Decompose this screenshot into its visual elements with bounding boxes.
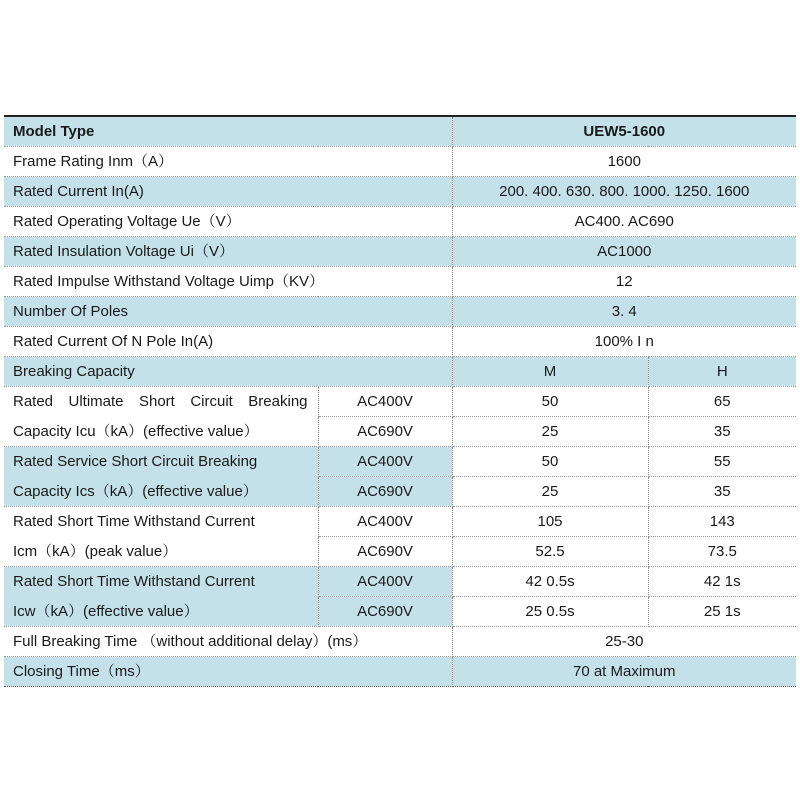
spec-row-number-of-poles: [4, 297, 796, 327]
voltage-cell: AC690V: [318, 477, 452, 507]
icu-word: Breaking: [248, 393, 308, 411]
spec-label: Rated Impulse Withstand Voltage Uimp（KV）: [4, 267, 452, 297]
icm-label-line1: Rated Short Time Withstand Current: [4, 507, 318, 537]
spec-label: Rated Operating Voltage Ue（V）: [4, 207, 452, 237]
voltage-cell: AC400V: [318, 387, 452, 417]
icm-row-ac690: [4, 537, 796, 567]
spec-value: AC1000: [452, 237, 796, 267]
h-value: 55: [648, 447, 796, 477]
spec-label: Full Breaking Time （without additional delay）(ms）: [4, 627, 452, 657]
spec-row-operating-voltage: [4, 207, 796, 237]
voltage-cell: AC690V: [318, 537, 452, 567]
h-value: 42 1s: [648, 567, 796, 597]
breaking-capacity-row: [4, 357, 796, 387]
model-type-value: UEW5-1600: [452, 116, 796, 147]
spec-label: Rated Current In(A): [4, 177, 452, 207]
spec-value: 25-30: [452, 627, 796, 657]
column-h-header: H: [648, 357, 796, 387]
spec-table: [4, 115, 796, 687]
icu-word: Rated: [13, 393, 54, 411]
h-value: 65: [648, 387, 796, 417]
ics-label-line2: Capacity Ics（kA）(effective value）: [4, 477, 318, 507]
h-value: 73.5: [648, 537, 796, 567]
column-m-header: M: [452, 357, 648, 387]
spec-row-insulation-voltage: [4, 237, 796, 267]
m-value: 52.5: [452, 537, 648, 567]
spec-value: 1600: [452, 147, 796, 177]
spec-value: 100% I n: [452, 327, 796, 357]
m-value: 105: [452, 507, 648, 537]
spec-value: 3. 4: [452, 297, 796, 327]
m-value: 25: [452, 417, 648, 447]
ics-row-ac690: [4, 477, 796, 507]
m-value: 25 0.5s: [452, 597, 648, 627]
spec-row-closing-time: [4, 657, 796, 687]
spec-label: Frame Rating Inm（A）: [4, 147, 452, 177]
h-value: 35: [648, 417, 796, 447]
h-value: 35: [648, 477, 796, 507]
voltage-cell: AC400V: [318, 447, 452, 477]
spec-label: Number Of Poles: [4, 297, 452, 327]
m-value: 50: [452, 387, 648, 417]
h-value: 143: [648, 507, 796, 537]
icu-word: Ultimate: [68, 393, 124, 411]
model-type-label: Model Type: [4, 116, 452, 147]
icw-row-ac400: [4, 567, 796, 597]
spec-row-n-pole-current: [4, 327, 796, 357]
voltage-cell: AC400V: [318, 507, 452, 537]
icm-label-line2: Icm（kA）(peak value）: [4, 537, 318, 567]
icu-label-line1: [4, 387, 318, 417]
spec-value: 200. 400. 630. 800. 1000. 1250. 1600: [452, 177, 796, 207]
spec-value: 70 at Maximum: [452, 657, 796, 687]
spec-label: Closing Time（ms）: [4, 657, 452, 687]
voltage-cell: AC690V: [318, 597, 452, 627]
icu-label-line2: Capacity Icu（kA）(effective value）: [4, 417, 318, 447]
voltage-cell: AC690V: [318, 417, 452, 447]
icw-label-line1: Rated Short Time Withstand Current: [4, 567, 318, 597]
spec-row-impulse-voltage: [4, 267, 796, 297]
icm-row-ac400: [4, 507, 796, 537]
h-value: 25 1s: [648, 597, 796, 627]
ics-row-ac400: [4, 447, 796, 477]
spec-label: Rated Current Of N Pole In(A): [4, 327, 452, 357]
model-type-row: [4, 116, 796, 147]
spec-value: 12: [452, 267, 796, 297]
icu-row-ac400: [4, 387, 796, 417]
m-value: 42 0.5s: [452, 567, 648, 597]
m-value: 50: [452, 447, 648, 477]
breaking-capacity-label: Breaking Capacity: [4, 357, 452, 387]
spec-row-frame-rating: [4, 147, 796, 177]
ics-label-line1: Rated Service Short Circuit Breaking: [4, 447, 318, 477]
icw-row-ac690: [4, 597, 796, 627]
spec-row-rated-current: [4, 177, 796, 207]
icu-word: Circuit: [190, 393, 233, 411]
m-value: 25: [452, 477, 648, 507]
spec-value: AC400. AC690: [452, 207, 796, 237]
icu-word: Short: [138, 393, 175, 411]
icw-label-line2: Icw（kA）(effective value）: [4, 597, 318, 627]
voltage-cell: AC400V: [318, 567, 452, 597]
icu-row-ac690: [4, 417, 796, 447]
spec-row-full-breaking-time: [4, 627, 796, 657]
spec-label: Rated Insulation Voltage Ui（V）: [4, 237, 452, 267]
